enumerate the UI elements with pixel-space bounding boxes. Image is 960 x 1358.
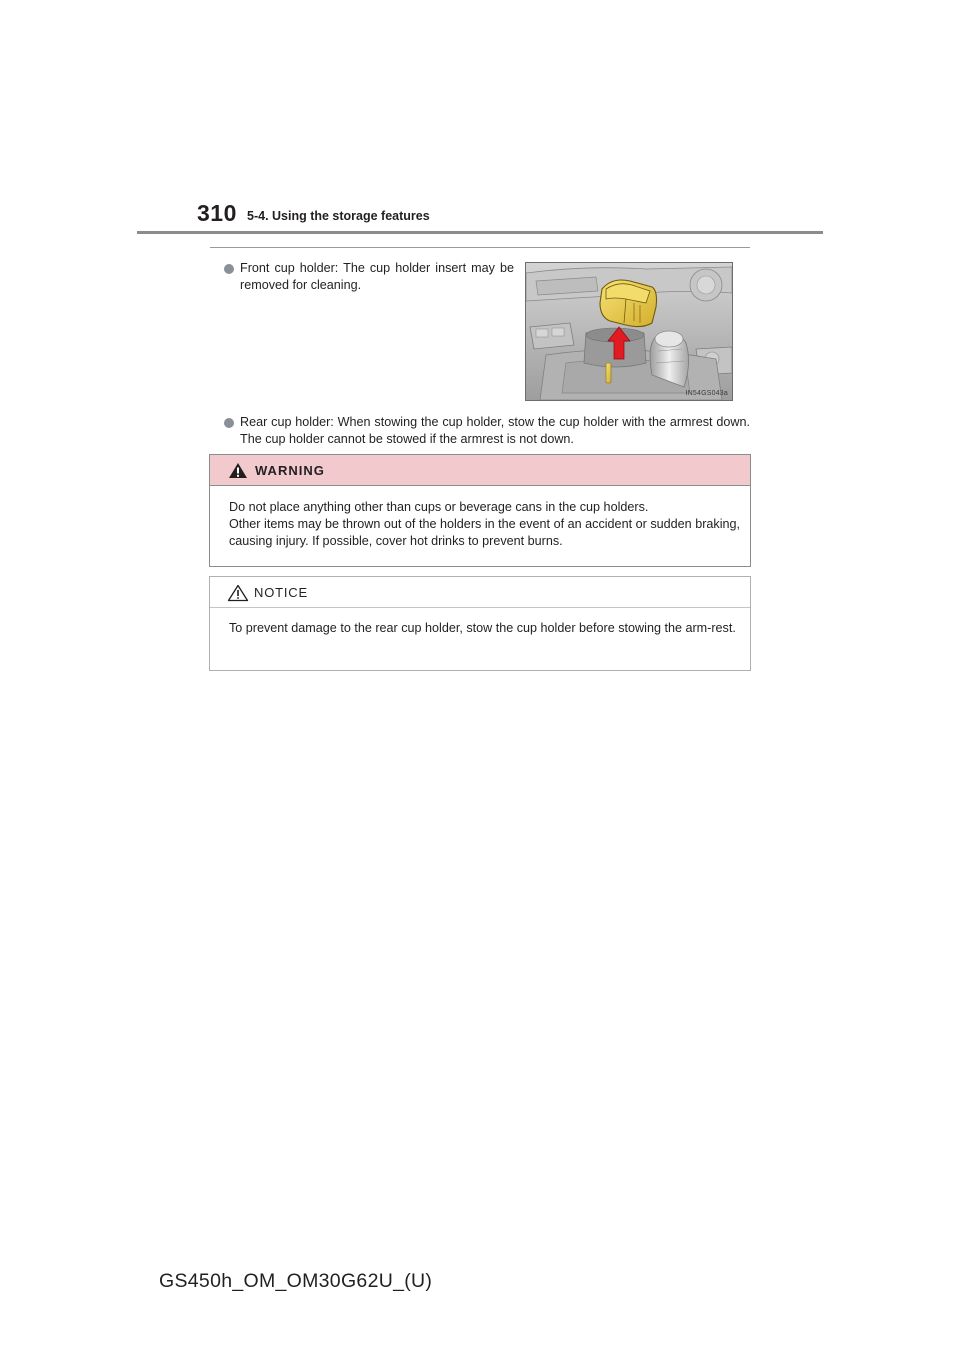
warning-line: Other items may be thrown out of the holders in the event of an accident or sudden braking, causing injury. If possible, cover hot drinks to prevent burns. xyxy=(229,517,740,548)
warning-body xyxy=(210,486,750,550)
bullet-front-cup-holder xyxy=(224,260,514,294)
bullet-text: Front cup holder: The cup holder insert may be removed for cleaning. xyxy=(240,261,514,292)
notice-box xyxy=(209,576,751,671)
bullet-dot-icon xyxy=(224,264,234,274)
warning-title: WARNING xyxy=(255,463,325,478)
content-divider xyxy=(210,247,750,248)
bullet-dot-icon xyxy=(224,418,234,428)
notice-header xyxy=(210,577,750,608)
page-number: 310 xyxy=(197,200,237,226)
bullet-rear-cup-holder xyxy=(224,414,750,448)
cup-holder-figure xyxy=(525,262,733,401)
warning-box xyxy=(209,454,751,567)
warning-header xyxy=(210,455,750,486)
section-title: 5-4. Using the storage features xyxy=(247,209,430,223)
cup-holder-insert-removal-illustration xyxy=(526,263,732,400)
bullet-text: Rear cup holder: When stowing the cup holder, stow the cup holder with the armrest down. The cup holder cannot be stowed if the armrest is not down. xyxy=(240,415,750,446)
figure-code: IN54GS043a xyxy=(685,390,728,397)
footer-model-code: GS450h_OM_OM30G62U_(U) xyxy=(159,1270,433,1292)
header-divider xyxy=(137,231,823,234)
warning-line: Do not place anything other than cups or beverage cans in the cup holders. xyxy=(229,500,649,514)
caution-triangle-icon xyxy=(227,584,249,602)
notice-text: To prevent damage to the rear cup holder, stow the cup holder before stowing the arm-rest. xyxy=(229,621,736,635)
notice-body xyxy=(210,608,750,637)
warning-triangle-icon xyxy=(228,462,248,479)
notice-title: NOTICE xyxy=(254,585,308,600)
